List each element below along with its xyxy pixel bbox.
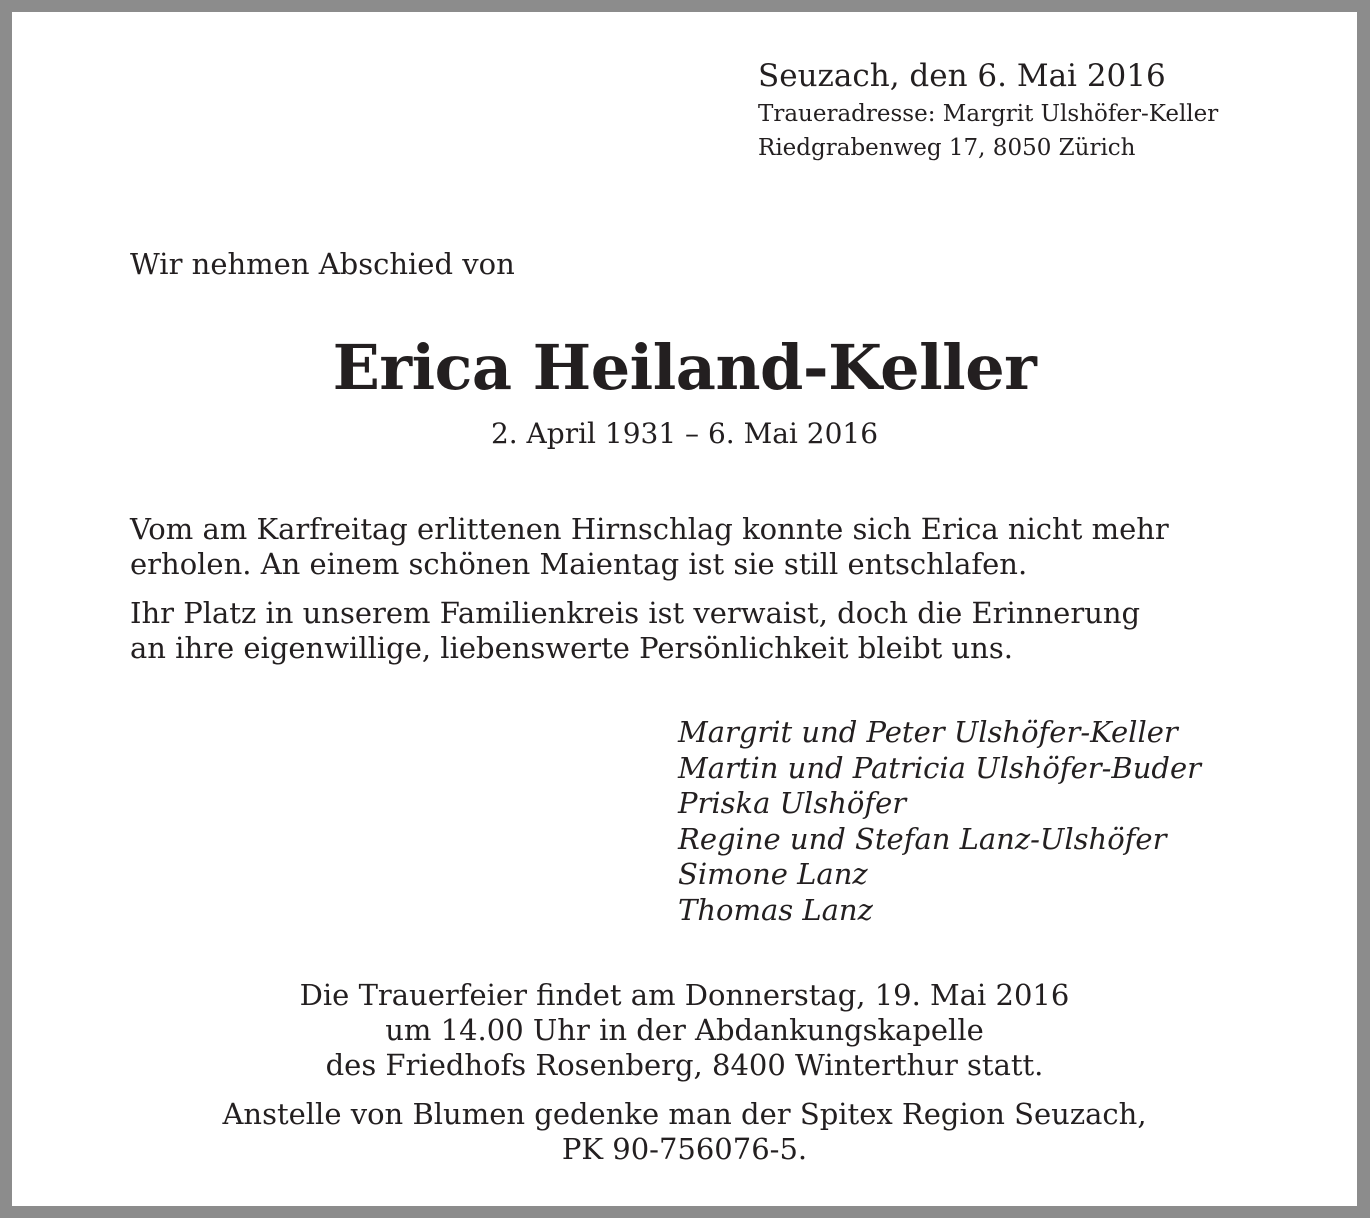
mourner-name: Priska Ulshöfer	[678, 786, 907, 820]
message-line: an ihre eigenwillige, liebenswerte Persönlichkeit bleibt uns.	[130, 631, 1013, 665]
obituary-notice	[12, 12, 1357, 1206]
mourner-name: Thomas Lanz	[678, 892, 873, 927]
donation-note	[12, 1097, 1357, 1167]
deceased-name: Erica Heiland-Keller	[332, 331, 1037, 404]
mourner-name: Martin und Patricia Ulshöfer-Buder	[678, 750, 1201, 785]
mourning-address-line-2: Riedgrabenweg 17, 8050 Zürich	[758, 135, 1136, 161]
mourners-list	[678, 715, 1201, 928]
donation-line: PK 90-756076-5.	[561, 1132, 808, 1166]
farewell-intro: Wir nehmen Abschied von	[130, 247, 515, 281]
mourner-name: Regine und Stefan Lanz-Ulshöfer	[678, 821, 1167, 856]
life-dates: 2. April 1931 – 6. Mai 2016	[490, 417, 879, 450]
funeral-service-info	[12, 978, 1357, 1083]
message-line: erholen. An einem schönen Maientag ist sie still entschlafen.	[130, 547, 1028, 581]
donation-line: Anstelle von Blumen gedenke man der Spitex Region Seuzach,	[222, 1097, 1147, 1131]
message-paragraph-2	[130, 596, 1250, 666]
service-line: des Friedhofs Rosenberg, 8400 Winterthur statt.	[325, 1048, 1044, 1082]
place-and-date: Seuzach, den 6. Mai 2016	[758, 58, 1166, 94]
mourning-address-line-1: Traueradresse: Margrit Ulshöfer-Keller	[758, 101, 1219, 127]
message-line: Ihr Platz in unserem Familienkreis ist verwaist, doch die Erinnerung	[130, 596, 1141, 630]
message-line: Vom am Karfreitag erlittenen Hirnschlag konnte sich Erica nicht mehr	[130, 512, 1169, 546]
mourner-name: Margrit und Peter Ulshöfer-Keller	[678, 715, 1178, 749]
service-line: um 14.00 Uhr in der Abdankungskapelle	[385, 1013, 984, 1047]
service-line: Die Trauerfeier findet am Donnerstag, 19. Mai 2016	[299, 978, 1070, 1012]
message-paragraph-1	[130, 512, 1250, 582]
mourner-name: Simone Lanz	[678, 857, 868, 891]
